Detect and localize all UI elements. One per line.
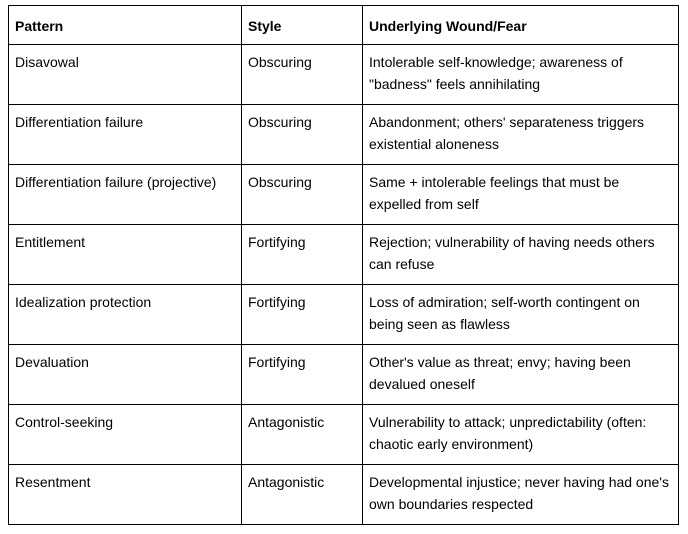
cell-wound: Developmental injustice; never having had one's own boundaries respected (363, 465, 679, 525)
cell-pattern: Entitlement (9, 225, 242, 285)
cell-style: Obscuring (242, 45, 363, 105)
cell-wound: Abandonment; others' separateness triggers existential aloneness (363, 105, 679, 165)
table-row (9, 405, 679, 465)
cell-style: Antagonistic (242, 465, 363, 525)
cell-wound: Intolerable self-knowledge; awareness of "badness" feels annihilating (363, 45, 679, 105)
cell-pattern: Devaluation (9, 345, 242, 405)
cell-style: Obscuring (242, 165, 363, 225)
header-underlying-wound-fear: Underlying Wound/Fear (363, 6, 679, 45)
header-row (9, 6, 679, 45)
table-row (9, 225, 679, 285)
cell-pattern: Idealization protection (9, 285, 242, 345)
cell-style: Obscuring (242, 105, 363, 165)
cell-pattern: Control-seeking (9, 405, 242, 465)
table-row (9, 465, 679, 525)
header-pattern: Pattern (9, 6, 242, 45)
table-row (9, 45, 679, 105)
table-row (9, 345, 679, 405)
cell-style: Fortifying (242, 285, 363, 345)
cell-wound: Rejection; vulnerability of having needs others can refuse (363, 225, 679, 285)
header-style: Style (242, 6, 363, 45)
pattern-table (8, 5, 679, 525)
cell-wound: Vulnerability to attack; unpredictability (often: chaotic early environment) (363, 405, 679, 465)
cell-pattern: Disavowal (9, 45, 242, 105)
pattern-table-container (8, 5, 679, 525)
cell-wound: Other's value as threat; envy; having been devalued oneself (363, 345, 679, 405)
table-row (9, 105, 679, 165)
table-row (9, 285, 679, 345)
cell-wound: Same + intolerable feelings that must be expelled from self (363, 165, 679, 225)
cell-pattern: Differentiation failure (projective) (9, 165, 242, 225)
cell-style: Fortifying (242, 345, 363, 405)
cell-style: Fortifying (242, 225, 363, 285)
table-header (9, 6, 679, 45)
cell-wound: Loss of admiration; self-worth contingent on being seen as flawless (363, 285, 679, 345)
cell-pattern: Resentment (9, 465, 242, 525)
table-body (9, 45, 679, 525)
cell-pattern: Differentiation failure (9, 105, 242, 165)
cell-style: Antagonistic (242, 405, 363, 465)
table-row (9, 165, 679, 225)
